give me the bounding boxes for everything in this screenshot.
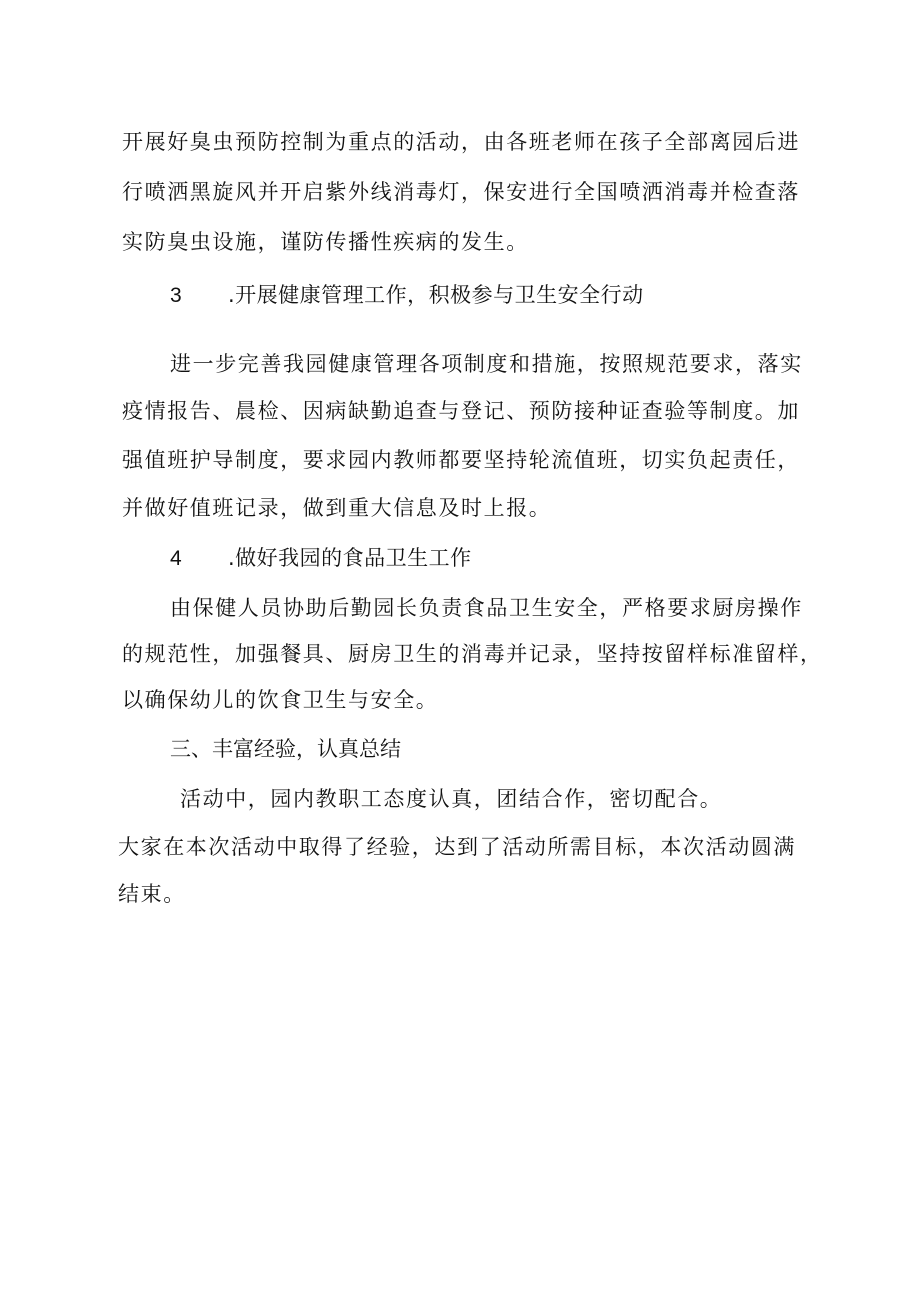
paragraph-line: 行喷洒黑旋风并开启紫外线消毒灯，保安进行全国喷洒消毒并检查落 [122, 180, 800, 204]
paragraph-line: 以确保幼儿的饮食卫生与安全。 [122, 688, 439, 712]
paragraph-line: 疫情报告、晨检、因病缺勤追查与登记、预防接种证查验等制度。加 [122, 399, 800, 423]
paragraph-line: 并做好值班记录，做到重大信息及时上报。 [122, 496, 552, 520]
paragraph-line: 大家在本次活动中取得了经验，达到了活动所需目标，本次活动圆满 [118, 835, 796, 859]
paragraph-line: 结束。 [118, 882, 186, 906]
item-number: 3 [170, 284, 183, 307]
paragraph-line: 强值班护导制度，要求园内教师都要坚持轮流值班，切实负起责任， [122, 448, 800, 472]
paragraph-line: 实防臭虫设施，谨防传播性疾病的发生。 [122, 230, 529, 254]
section-3-heading: 三、丰富经验，认真总结 [170, 737, 401, 761]
item-4-heading [170, 544, 472, 573]
item-title: .开展健康管理工作，积极参与卫生安全行动 [228, 283, 644, 307]
paragraph-line: 开展好臭虫预防控制为重点的活动，由各班老师在孩子全部离园后进 [122, 130, 800, 154]
paragraph-line: 由保健人员协助后勤园长负责食品卫生安全，严格要求厨房操作 [170, 596, 803, 620]
item-number: 4 [170, 547, 183, 570]
paragraph-line: 进一步完善我园健康管理各项制度和措施，按照规范要求，落实 [170, 352, 803, 376]
paragraph-line: 的规范性，加强餐具、厨房卫生的消毒并记录，坚持按留样标准留样， [122, 642, 823, 666]
item-title: .做好我园的食品卫生工作 [228, 546, 472, 570]
paragraph-line: 活动中，园内教职工态度认真，团结合作，密切配合。 [180, 787, 723, 811]
item-3-heading [170, 281, 644, 310]
